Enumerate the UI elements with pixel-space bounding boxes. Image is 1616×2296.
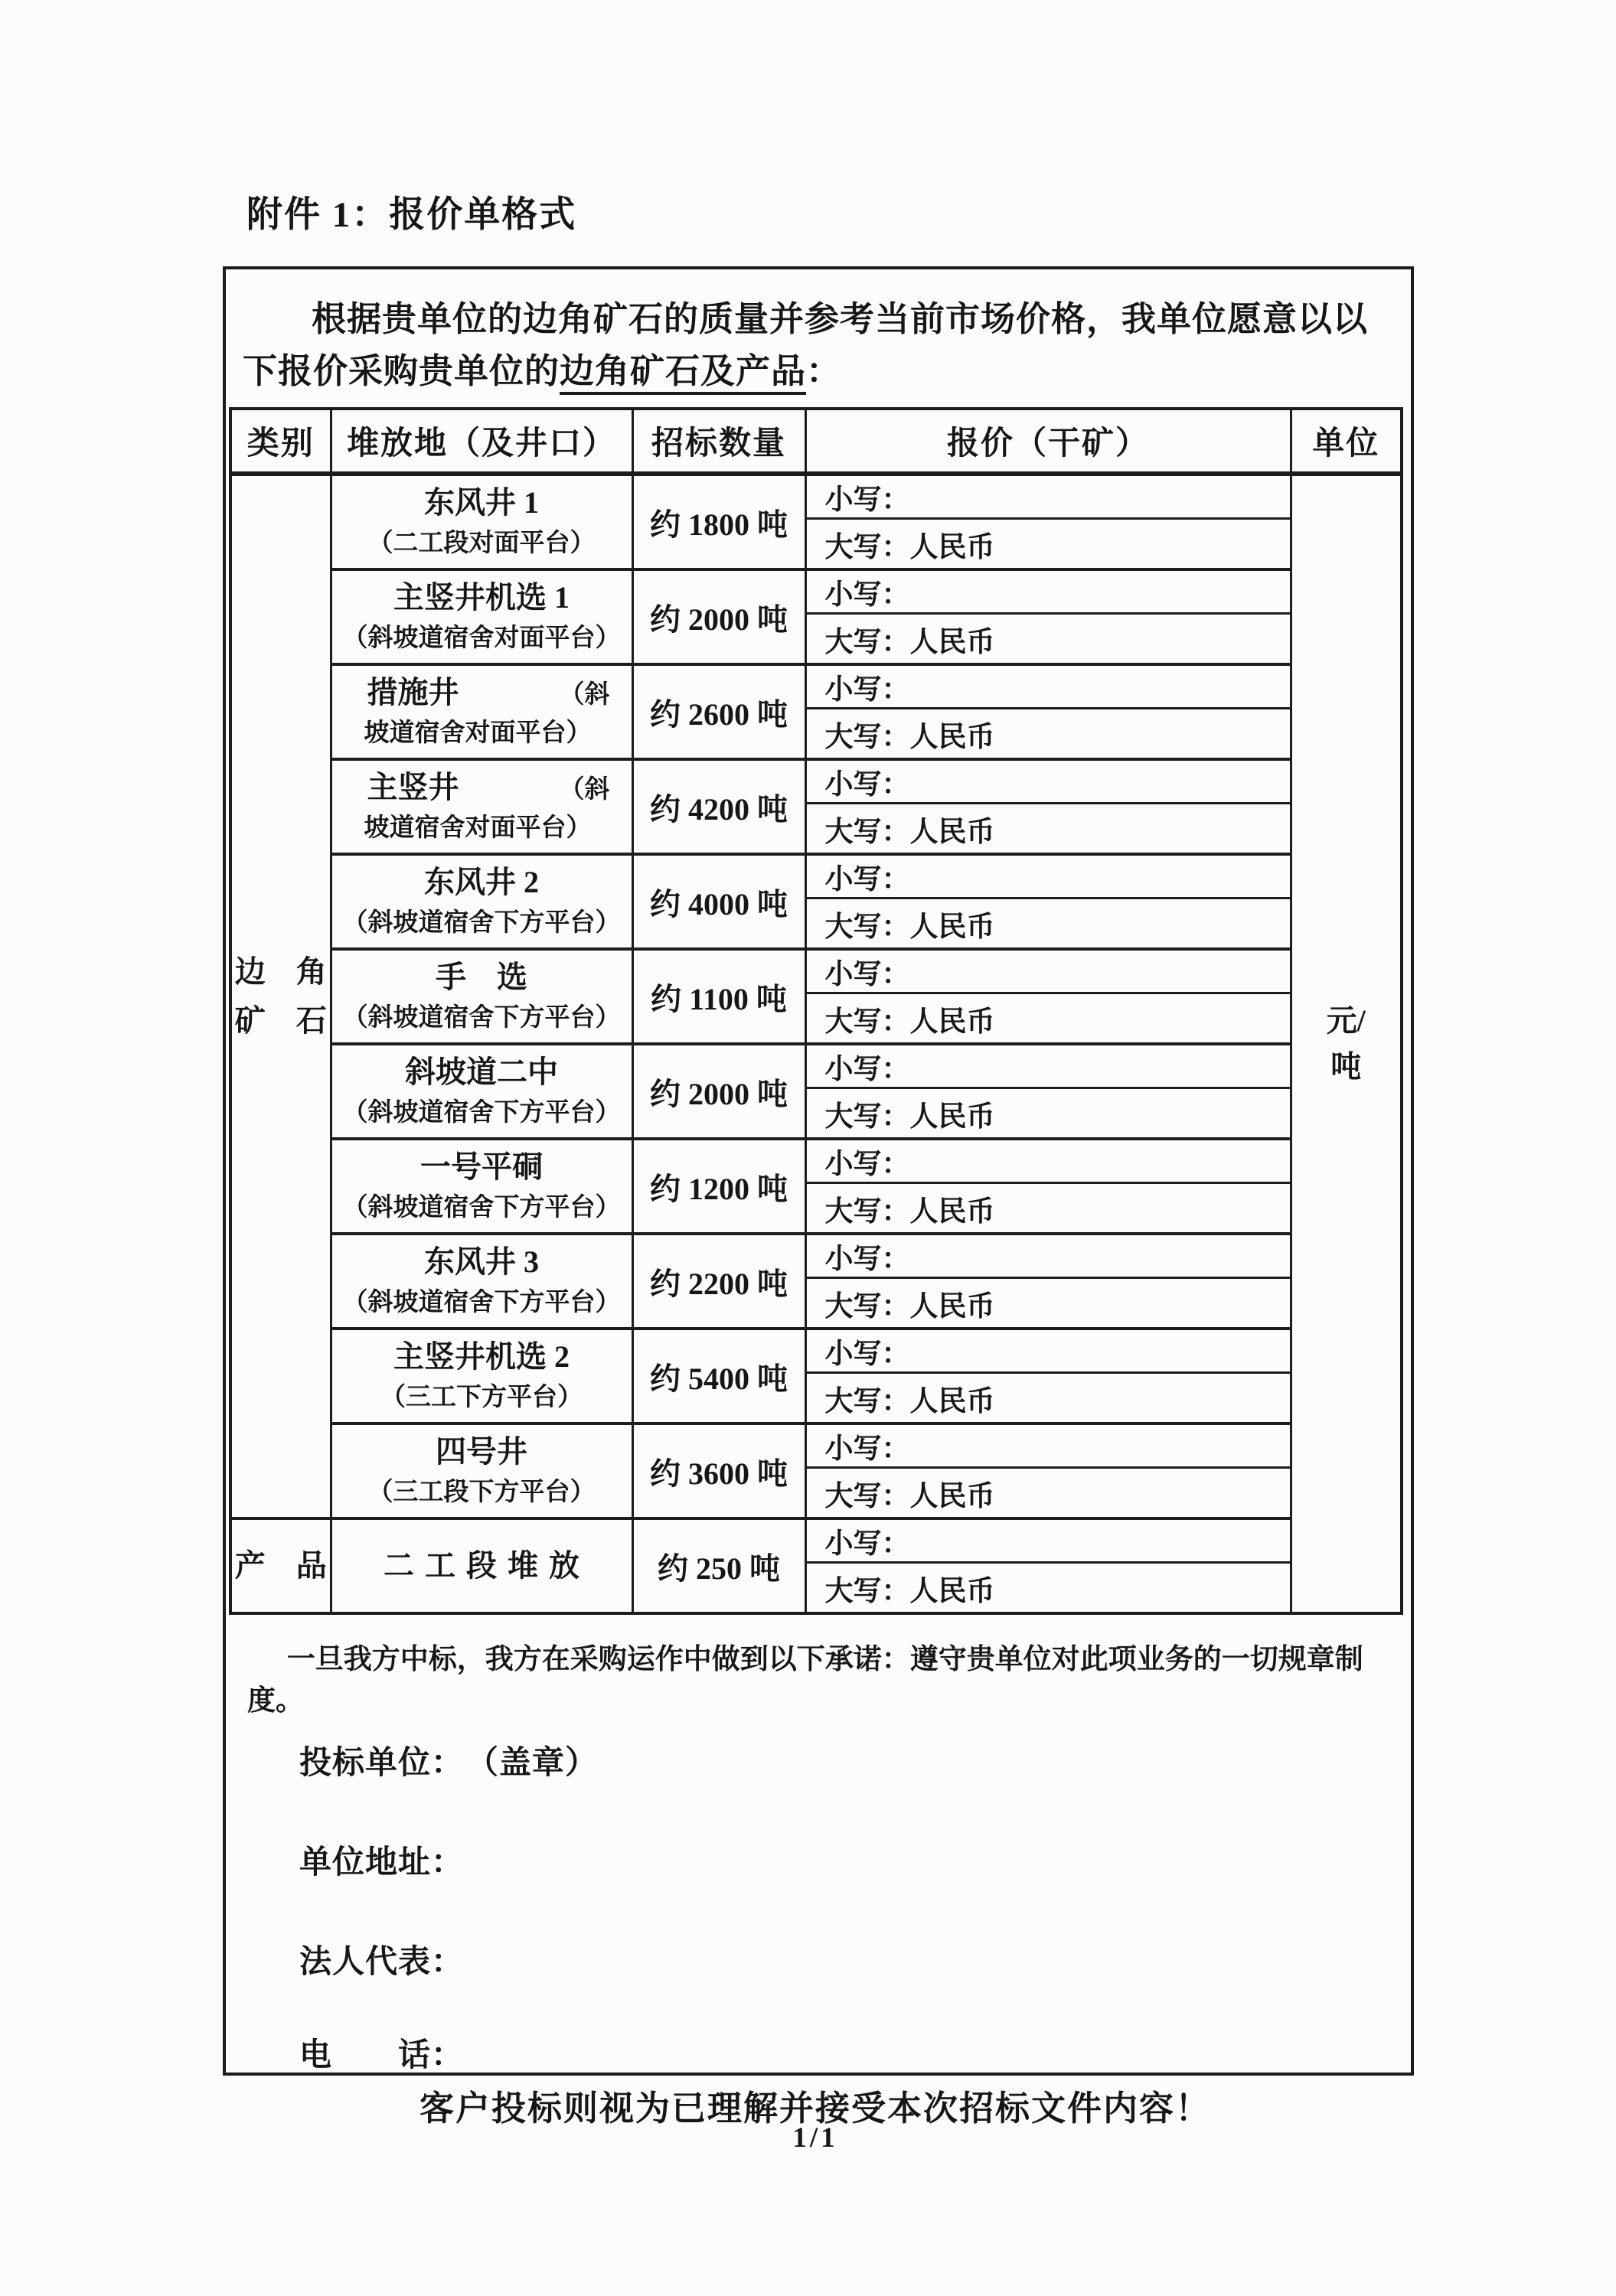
price-numerals-field [807,1140,1290,1184]
table-row [230,1044,1402,1139]
quantity-cell: 约 1800 吨 [632,474,805,569]
location-name-main: 东风井 3 [424,1244,539,1279]
intro-paragraph [243,294,1400,397]
location-name [332,579,632,617]
price-cell [805,949,1291,1044]
price-words-field [807,1184,1290,1232]
location-name-tail: （斜 [559,680,610,709]
price-words-field [807,1279,1290,1327]
location-name-main: 二工段堆放 [384,1548,590,1583]
price-words-label: 大写：人民币 [824,1575,995,1607]
company-address-label: 单位地址： [299,1845,465,1880]
price-words-field [807,615,1290,663]
quotation-table [229,407,1403,1615]
location-cell [331,854,632,949]
header-quantity: 招标数量 [632,409,805,474]
quantity-cell: 约 1200 吨 [632,1139,805,1234]
price-numerals-field [807,1425,1290,1469]
price-words-label: 大写：人民币 [824,1385,995,1417]
price-words-label: 大写：人民币 [824,816,995,848]
price-words-label: 大写：人民币 [824,1480,995,1512]
price-words-label: 大写：人民币 [824,1290,995,1322]
quantity-cell: 约 5400 吨 [632,1329,805,1424]
location-cell [331,474,632,569]
price-words-field [807,1564,1290,1612]
price-cell [805,1044,1291,1139]
phone-field [299,2030,482,2076]
location-name [332,1547,632,1585]
unit-line: 元/ [1326,1003,1366,1038]
quantity-cell: 约 250 吨 [632,1518,805,1613]
header-category: 类别 [230,409,331,474]
location-cell [331,569,632,664]
quantity-cell: 约 2000 吨 [632,1044,805,1139]
price-cell [805,759,1291,854]
promise-paragraph: 一旦我方中标，我方在采购运作中做到以下承诺：遵守贵单位对此项业务的一切规章制度。 [247,1644,1363,1717]
legal-representative-label: 法人代表： [299,1945,465,1980]
price-numerals-field [807,1520,1290,1564]
location-detail: （三工下方平台） [380,1383,583,1411]
price-inner [807,1235,1290,1327]
location-name-main: 主竖井机选 1 [393,579,570,615]
price-numerals-label: 小写： [824,864,910,895]
price-numerals-label: 小写： [824,1149,910,1180]
price-numerals-label: 小写： [824,484,910,516]
price-numerals-field [807,476,1290,520]
price-inner [807,856,1290,947]
quantity-cell: 约 4200 吨 [632,759,805,854]
intro-text-end: ： [806,351,842,390]
location-name [332,484,632,522]
price-numerals-field [807,571,1290,615]
table-row [230,474,1402,569]
price-words-label: 大写：人民币 [824,626,995,658]
location-name [332,1433,632,1471]
location-detail: （斜坡道宿舍下方平台） [342,1288,621,1316]
price-inner [807,1140,1290,1232]
price-words-field [807,520,1290,568]
location-name [332,768,632,807]
price-inner [807,666,1290,758]
table-row [230,854,1402,949]
price-cell [805,474,1291,569]
location-detail: 坡道宿舍对面平台） [364,814,592,842]
category-cell [230,474,331,1518]
price-words-field [807,1374,1290,1422]
header-unit: 单位 [1291,409,1402,474]
quantity-cell: 约 2200 吨 [632,1234,805,1329]
price-numerals-label: 小写： [824,674,910,706]
price-cell [805,1329,1291,1424]
location-name-main: 主竖井 [367,769,459,804]
price-words-label: 大写：人民币 [824,911,995,943]
quantity-cell: 约 2600 吨 [632,664,805,759]
price-numerals-label: 小写： [824,1528,910,1560]
price-inner [807,476,1290,568]
price-cell [805,664,1291,759]
location-cell [331,1424,632,1518]
quantity-cell: 约 3600 吨 [632,1424,805,1518]
location-cell [331,759,632,854]
location-cell [331,1329,632,1424]
table-header-row [230,409,1402,474]
price-words-label: 大写：人民币 [824,1006,995,1038]
price-cell [805,1234,1291,1329]
price-numerals-label: 小写： [824,1054,910,1085]
category-line: 产 品 [234,1548,327,1583]
price-numerals-label: 小写： [824,1244,910,1275]
table-row [230,569,1402,664]
location-name-main: 斜坡道二中 [405,1054,558,1089]
price-inner [807,571,1290,663]
price-inner [807,1520,1290,1612]
quantity-cell: 约 1100 吨 [632,949,805,1044]
price-words-field [807,709,1290,758]
page-title: 附件 1：报价单格式 [246,195,577,235]
quantity-cell: 约 2000 吨 [632,569,805,664]
price-words-field [807,804,1290,853]
category-line: 矿 石 [234,1003,327,1038]
price-numerals-label: 小写： [824,769,910,801]
price-numerals-label: 小写： [824,1339,910,1370]
table-row [230,1424,1402,1518]
price-cell [805,854,1291,949]
price-words-label: 大写：人民币 [824,1101,995,1133]
price-numerals-field [807,951,1290,994]
bidder-name-value: （盖章） [482,1746,599,1781]
company-address-field [299,1837,482,1883]
price-inner [807,1330,1290,1422]
price-words-field [807,899,1290,947]
intro-text-start: 根据贵单位的边角矿石的质量并参考当前市场价格，我单位愿意以以下报价采购贵单位的 [243,300,1369,390]
price-words-field [807,1469,1290,1517]
location-name-main: 四号井 [436,1433,527,1469]
location-cell [331,1139,632,1234]
location-name [332,1243,632,1281]
location-name [332,1148,632,1186]
price-numerals-field [807,1235,1290,1279]
table-row [230,664,1402,759]
legal-representative-field [299,1936,482,1982]
location-name-main: 手 选 [436,959,527,994]
price-words-label: 大写：人民币 [824,721,995,753]
location-name-main: 措施井 [367,674,459,709]
price-numerals-field [807,1045,1290,1089]
price-numerals-label: 小写： [824,959,910,990]
location-name-main: 东风井 1 [424,484,539,520]
price-numerals-label: 小写： [824,1433,910,1465]
location-cell [331,664,632,759]
table-row [230,949,1402,1044]
location-name [332,673,632,712]
page-number: 1/1 [792,2122,838,2154]
price-cell [805,569,1291,664]
location-cell [331,949,632,1044]
location-name-main: 主竖井机选 2 [393,1339,570,1374]
price-words-label: 大写：人民币 [824,1195,995,1228]
location-detail: （斜坡道宿舍下方平台） [342,1003,621,1032]
category-cell [230,1518,331,1613]
unit-line: 吨 [1330,1049,1362,1084]
header-price: 报价（干矿） [805,409,1291,474]
location-detail: （斜坡道宿舍下方平台） [342,908,621,937]
location-name [332,863,632,902]
location-detail: （二工段对面平台） [367,529,596,557]
location-detail: （斜坡道宿舍下方平台） [342,1098,621,1127]
category-line: 边 角 [234,954,327,989]
intro-underlined-text: 边角矿石及产品 [560,352,806,395]
quote-form-box [223,266,1414,2076]
location-name-main: 一号平硐 [420,1149,543,1184]
price-cell [805,1139,1291,1234]
location-detail: （斜坡道宿舍下方平台） [342,1193,621,1221]
location-name-tail: （斜 [559,775,610,804]
location-name [332,1053,632,1091]
table-row [230,1139,1402,1234]
accept-notice: 客户投标则视为已理解并接受本次招标文件内容！ [419,2089,1211,2128]
table-row [230,759,1402,854]
table-row [230,1329,1402,1424]
location-detail: （斜坡道宿舍对面平台） [342,624,621,652]
quantity-cell: 约 4000 吨 [632,854,805,949]
price-inner [807,761,1290,853]
price-inner [807,951,1290,1042]
table-row [230,1518,1402,1613]
location-name [332,958,632,996]
location-cell [331,1044,632,1139]
price-numerals-field [807,666,1290,709]
price-cell [805,1424,1291,1518]
bidder-name-field [299,1737,598,1783]
location-cell [331,1234,632,1329]
location-name-main: 东风井 2 [424,864,539,899]
location-detail: 坡道宿舍对面平台） [364,719,592,747]
price-words-label: 大写：人民币 [824,531,995,563]
price-words-field [807,994,1290,1042]
price-inner [807,1425,1290,1517]
price-numerals-label: 小写： [824,579,910,611]
unit-cell [1291,474,1402,1613]
quote-table-body [230,474,1402,1613]
price-cell [805,1518,1291,1613]
bidder-name-label: 投标单位： [299,1746,465,1781]
table-row [230,1234,1402,1329]
price-inner [807,1045,1290,1137]
location-cell [331,1518,632,1613]
price-numerals-field [807,856,1290,899]
phone-label: 电 话： [299,2038,465,2073]
price-words-field [807,1089,1290,1137]
price-numerals-field [807,761,1290,804]
header-location: 堆放地（及井口） [331,409,632,474]
location-detail: （三工段下方平台） [367,1478,596,1506]
price-numerals-field [807,1330,1290,1374]
location-name [332,1338,632,1376]
